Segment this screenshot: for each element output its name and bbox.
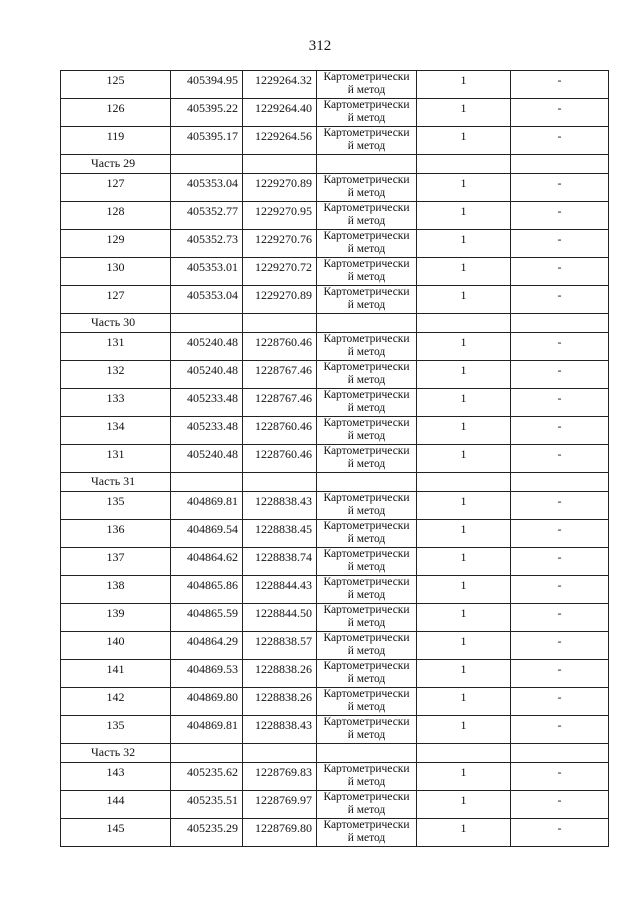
- precision-cell: 1: [417, 763, 511, 791]
- y-coordinate-cell: 1229270.76: [243, 230, 317, 258]
- empty-cell: [171, 473, 243, 492]
- y-coordinate-cell: 1229264.40: [243, 99, 317, 127]
- precision-cell: 1: [417, 660, 511, 688]
- table-row: [61, 99, 609, 127]
- precision-cell: 1: [417, 230, 511, 258]
- method-text-line1: Картометрически: [323, 632, 410, 644]
- y-coordinate-cell: 1228760.46: [243, 445, 317, 473]
- method-text-line2: й метод: [347, 673, 386, 685]
- method-text-line2: й метод: [347, 458, 386, 470]
- method-text-line1: Картометрически: [323, 71, 410, 83]
- method-text-line1: Картометрически: [323, 286, 410, 298]
- point-number-cell: 137: [61, 548, 171, 576]
- x-coordinate-cell: 405353.04: [171, 286, 243, 314]
- method-text-line2: й метод: [347, 402, 386, 414]
- precision-cell: 1: [417, 99, 511, 127]
- method-cell: [317, 548, 417, 576]
- method-text-line2: й метод: [347, 776, 386, 788]
- method-text-line2: й метод: [347, 374, 386, 386]
- empty-cell: [417, 314, 511, 333]
- point-number-cell: 125: [61, 71, 171, 99]
- method-text-line2: й метод: [347, 589, 386, 601]
- table-row: [61, 520, 609, 548]
- x-coordinate-cell: 405233.48: [171, 417, 243, 445]
- y-coordinate-cell: 1228838.43: [243, 492, 317, 520]
- y-coordinate-cell: 1228838.74: [243, 548, 317, 576]
- precision-cell: 1: [417, 389, 511, 417]
- table-row: [61, 688, 609, 716]
- point-number-cell: 129: [61, 230, 171, 258]
- method-cell: [317, 99, 417, 127]
- point-number-cell: 142: [61, 688, 171, 716]
- precision-cell: 1: [417, 716, 511, 744]
- method-text-line1: Картометрически: [323, 445, 410, 457]
- precision-cell: 1: [417, 417, 511, 445]
- x-coordinate-cell: 404869.80: [171, 688, 243, 716]
- x-coordinate-cell: 405240.48: [171, 361, 243, 389]
- method-text-line1: Картометрически: [323, 548, 410, 560]
- point-number-cell: 119: [61, 127, 171, 155]
- page-number: 312: [308, 38, 332, 54]
- method-text-line1: Картометрически: [323, 520, 410, 532]
- description-cell: -: [511, 71, 609, 99]
- description-cell: -: [511, 520, 609, 548]
- x-coordinate-cell: 404864.29: [171, 632, 243, 660]
- x-coordinate-cell: 405233.48: [171, 389, 243, 417]
- x-coordinate-cell: 404869.54: [171, 520, 243, 548]
- y-coordinate-cell: 1228769.83: [243, 763, 317, 791]
- x-coordinate-cell: 405240.48: [171, 445, 243, 473]
- method-text-line1: Картометрически: [323, 791, 410, 803]
- table-row: [61, 230, 609, 258]
- table-row: [61, 389, 609, 417]
- empty-cell: [171, 155, 243, 174]
- y-coordinate-cell: 1228769.97: [243, 791, 317, 819]
- y-coordinate-cell: 1229270.89: [243, 286, 317, 314]
- method-text-line1: Картометрически: [323, 576, 410, 588]
- x-coordinate-cell: 405235.29: [171, 819, 243, 847]
- description-cell: -: [511, 361, 609, 389]
- precision-cell: 1: [417, 791, 511, 819]
- description-cell: -: [511, 763, 609, 791]
- table-row: [61, 819, 609, 847]
- empty-cell: [317, 744, 417, 763]
- point-number-cell: 139: [61, 604, 171, 632]
- method-text-line1: Картометрически: [323, 127, 410, 139]
- x-coordinate-cell: 405235.62: [171, 763, 243, 791]
- table-row: [61, 492, 609, 520]
- table-row: [61, 333, 609, 361]
- point-number-cell: 141: [61, 660, 171, 688]
- precision-cell: 1: [417, 71, 511, 99]
- method-text-line2: й метод: [347, 299, 386, 311]
- precision-cell: 1: [417, 688, 511, 716]
- table-row: [61, 791, 609, 819]
- precision-cell: 1: [417, 492, 511, 520]
- point-number-cell: 133: [61, 389, 171, 417]
- empty-cell: [243, 473, 317, 492]
- empty-cell: [171, 314, 243, 333]
- empty-cell: [511, 314, 609, 333]
- method-text-line2: й метод: [347, 215, 386, 227]
- table-row: [61, 716, 609, 744]
- precision-cell: 1: [417, 445, 511, 473]
- empty-cell: [317, 473, 417, 492]
- description-cell: -: [511, 688, 609, 716]
- table-row: [61, 445, 609, 473]
- method-cell: [317, 492, 417, 520]
- description-cell: -: [511, 548, 609, 576]
- table-row: [61, 763, 609, 791]
- table-row: [61, 417, 609, 445]
- description-cell: -: [511, 389, 609, 417]
- description-cell: -: [511, 333, 609, 361]
- y-coordinate-cell: 1229264.56: [243, 127, 317, 155]
- y-coordinate-cell: 1229270.72: [243, 258, 317, 286]
- method-text-line2: й метод: [347, 645, 386, 657]
- description-cell: -: [511, 230, 609, 258]
- x-coordinate-cell: 404864.62: [171, 548, 243, 576]
- method-text-line2: й метод: [347, 533, 386, 545]
- method-cell: [317, 716, 417, 744]
- description-cell: -: [511, 604, 609, 632]
- x-coordinate-cell: 405395.22: [171, 99, 243, 127]
- point-number-cell: 132: [61, 361, 171, 389]
- y-coordinate-cell: 1228844.50: [243, 604, 317, 632]
- table-row: [61, 127, 609, 155]
- description-cell: -: [511, 99, 609, 127]
- x-coordinate-cell: 404869.53: [171, 660, 243, 688]
- y-coordinate-cell: 1229270.95: [243, 202, 317, 230]
- method-text-line2: й метод: [347, 505, 386, 517]
- table-row: [61, 632, 609, 660]
- method-cell: [317, 576, 417, 604]
- description-cell: -: [511, 445, 609, 473]
- part-header-row: [61, 314, 609, 333]
- precision-cell: 1: [417, 258, 511, 286]
- part-label: Часть 32: [61, 744, 171, 763]
- method-cell: [317, 660, 417, 688]
- part-header-row: [61, 744, 609, 763]
- method-text-line1: Картометрически: [323, 660, 410, 672]
- method-text-line1: Картометрически: [323, 230, 410, 242]
- precision-cell: 1: [417, 127, 511, 155]
- point-number-cell: 140: [61, 632, 171, 660]
- y-coordinate-cell: 1228760.46: [243, 333, 317, 361]
- precision-cell: 1: [417, 604, 511, 632]
- part-header-row: [61, 155, 609, 174]
- method-cell: [317, 333, 417, 361]
- precision-cell: 1: [417, 632, 511, 660]
- method-text-line2: й метод: [347, 346, 386, 358]
- point-number-cell: 145: [61, 819, 171, 847]
- method-cell: [317, 71, 417, 99]
- point-number-cell: 131: [61, 333, 171, 361]
- method-text-line2: й метод: [347, 243, 386, 255]
- precision-cell: 1: [417, 819, 511, 847]
- point-number-cell: 127: [61, 174, 171, 202]
- y-coordinate-cell: 1228769.80: [243, 819, 317, 847]
- empty-cell: [511, 744, 609, 763]
- table-row: [61, 202, 609, 230]
- part-label: Часть 30: [61, 314, 171, 333]
- precision-cell: 1: [417, 286, 511, 314]
- y-coordinate-cell: 1228838.57: [243, 632, 317, 660]
- coordinates-table: [60, 70, 609, 847]
- method-cell: [317, 258, 417, 286]
- method-cell: [317, 174, 417, 202]
- method-text-line1: Картометрически: [323, 492, 410, 504]
- method-text-line2: й метод: [347, 804, 386, 816]
- empty-cell: [417, 744, 511, 763]
- precision-cell: 1: [417, 520, 511, 548]
- empty-cell: [243, 744, 317, 763]
- description-cell: -: [511, 716, 609, 744]
- precision-cell: 1: [417, 174, 511, 202]
- part-header-row: [61, 473, 609, 492]
- point-number-cell: 130: [61, 258, 171, 286]
- x-coordinate-cell: 405394.95: [171, 71, 243, 99]
- method-cell: [317, 230, 417, 258]
- coordinates-table-body: [61, 71, 609, 847]
- x-coordinate-cell: 404865.86: [171, 576, 243, 604]
- part-label: Часть 31: [61, 473, 171, 492]
- method-text-line1: Картометрически: [323, 763, 410, 775]
- y-coordinate-cell: 1229264.32: [243, 71, 317, 99]
- method-text-line1: Картометрически: [323, 99, 410, 111]
- x-coordinate-cell: 405352.77: [171, 202, 243, 230]
- x-coordinate-cell: 405353.01: [171, 258, 243, 286]
- precision-cell: 1: [417, 361, 511, 389]
- method-text-line2: й метод: [347, 430, 386, 442]
- point-number-cell: 143: [61, 763, 171, 791]
- x-coordinate-cell: 405240.48: [171, 333, 243, 361]
- method-cell: [317, 445, 417, 473]
- precision-cell: 1: [417, 333, 511, 361]
- empty-cell: [317, 155, 417, 174]
- table-row: [61, 258, 609, 286]
- description-cell: -: [511, 127, 609, 155]
- x-coordinate-cell: 404869.81: [171, 492, 243, 520]
- description-cell: -: [511, 417, 609, 445]
- description-cell: -: [511, 632, 609, 660]
- method-cell: [317, 361, 417, 389]
- description-cell: -: [511, 492, 609, 520]
- point-number-cell: 136: [61, 520, 171, 548]
- point-number-cell: 135: [61, 716, 171, 744]
- table-row: [61, 361, 609, 389]
- method-cell: [317, 763, 417, 791]
- y-coordinate-cell: 1228767.46: [243, 389, 317, 417]
- method-text-line2: й метод: [347, 140, 386, 152]
- method-cell: [317, 688, 417, 716]
- method-text-line2: й метод: [347, 187, 386, 199]
- table-row: [61, 604, 609, 632]
- point-number-cell: 135: [61, 492, 171, 520]
- x-coordinate-cell: 405353.04: [171, 174, 243, 202]
- method-cell: [317, 389, 417, 417]
- empty-cell: [243, 155, 317, 174]
- description-cell: -: [511, 791, 609, 819]
- method-cell: [317, 202, 417, 230]
- method-text-line2: й метод: [347, 701, 386, 713]
- x-coordinate-cell: 404865.59: [171, 604, 243, 632]
- method-cell: [317, 791, 417, 819]
- method-text-line2: й метод: [347, 617, 386, 629]
- method-cell: [317, 819, 417, 847]
- empty-cell: [511, 473, 609, 492]
- x-coordinate-cell: 405235.51: [171, 791, 243, 819]
- empty-cell: [511, 155, 609, 174]
- description-cell: -: [511, 174, 609, 202]
- method-text-line1: Картометрически: [323, 258, 410, 270]
- y-coordinate-cell: 1228838.43: [243, 716, 317, 744]
- method-text-line2: й метод: [347, 84, 386, 96]
- x-coordinate-cell: 404869.81: [171, 716, 243, 744]
- empty-cell: [417, 155, 511, 174]
- description-cell: -: [511, 258, 609, 286]
- method-cell: [317, 417, 417, 445]
- point-number-cell: 128: [61, 202, 171, 230]
- description-cell: -: [511, 286, 609, 314]
- method-text-line1: Картометрически: [323, 202, 410, 214]
- method-text-line2: й метод: [347, 112, 386, 124]
- method-text-line2: й метод: [347, 729, 386, 741]
- method-cell: [317, 286, 417, 314]
- method-text-line2: й метод: [347, 561, 386, 573]
- table-row: [61, 174, 609, 202]
- point-number-cell: 138: [61, 576, 171, 604]
- method-text-line1: Картометрически: [323, 688, 410, 700]
- point-number-cell: 127: [61, 286, 171, 314]
- method-text-line1: Картометрически: [323, 333, 410, 345]
- y-coordinate-cell: 1228838.26: [243, 660, 317, 688]
- method-text-line1: Картометрически: [323, 819, 410, 831]
- y-coordinate-cell: 1228844.43: [243, 576, 317, 604]
- description-cell: -: [511, 576, 609, 604]
- table-row: [61, 71, 609, 99]
- precision-cell: 1: [417, 202, 511, 230]
- table-row: [61, 660, 609, 688]
- method-text-line1: Картометрически: [323, 361, 410, 373]
- point-number-cell: 144: [61, 791, 171, 819]
- precision-cell: 1: [417, 576, 511, 604]
- y-coordinate-cell: 1228760.46: [243, 417, 317, 445]
- table-row: [61, 548, 609, 576]
- y-coordinate-cell: 1228838.45: [243, 520, 317, 548]
- y-coordinate-cell: 1229270.89: [243, 174, 317, 202]
- x-coordinate-cell: 405395.17: [171, 127, 243, 155]
- description-cell: -: [511, 202, 609, 230]
- point-number-cell: 134: [61, 417, 171, 445]
- method-text-line1: Картометрически: [323, 417, 410, 429]
- method-cell: [317, 604, 417, 632]
- empty-cell: [171, 744, 243, 763]
- method-cell: [317, 127, 417, 155]
- method-text-line1: Картометрически: [323, 174, 410, 186]
- point-number-cell: 131: [61, 445, 171, 473]
- description-cell: -: [511, 819, 609, 847]
- point-number-cell: 126: [61, 99, 171, 127]
- method-text-line1: Картометрически: [323, 716, 410, 728]
- method-text-line1: Картометрически: [323, 389, 410, 401]
- description-cell: -: [511, 660, 609, 688]
- part-label: Часть 29: [61, 155, 171, 174]
- empty-cell: [317, 314, 417, 333]
- method-cell: [317, 632, 417, 660]
- table-row: [61, 576, 609, 604]
- method-text-line2: й метод: [347, 832, 386, 844]
- method-cell: [317, 520, 417, 548]
- precision-cell: 1: [417, 548, 511, 576]
- empty-cell: [243, 314, 317, 333]
- empty-cell: [417, 473, 511, 492]
- method-text-line1: Картометрически: [323, 604, 410, 616]
- x-coordinate-cell: 405352.73: [171, 230, 243, 258]
- y-coordinate-cell: 1228838.26: [243, 688, 317, 716]
- table-row: [61, 286, 609, 314]
- method-text-line2: й метод: [347, 271, 386, 283]
- y-coordinate-cell: 1228767.46: [243, 361, 317, 389]
